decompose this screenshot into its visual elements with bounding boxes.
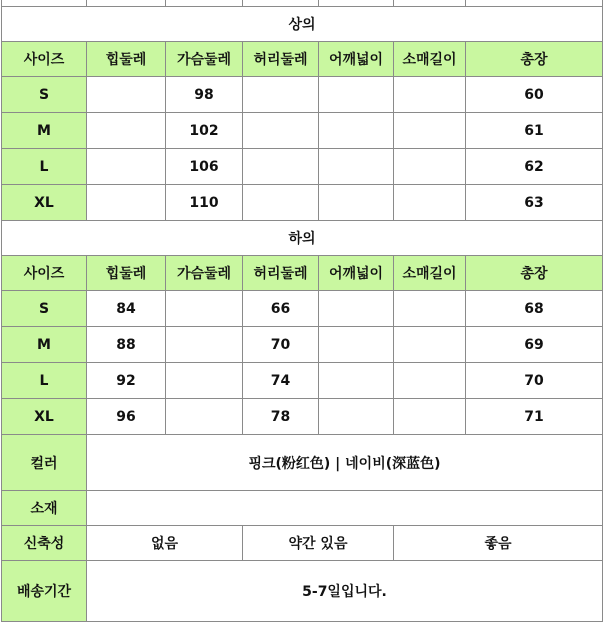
table-cell: 66	[243, 291, 319, 327]
table-cell	[166, 363, 243, 399]
table-cell: 92	[87, 363, 166, 399]
color-row	[2, 435, 603, 491]
header-sleeve: 소매길이	[394, 256, 466, 291]
size-cell: M	[2, 327, 87, 363]
table-cell: 106	[166, 149, 243, 185]
stretch-label: 신축성	[2, 526, 87, 561]
header-chest: 가슴둘레	[166, 256, 243, 291]
table-cell: 102	[166, 113, 243, 149]
top-header-row	[2, 42, 603, 77]
table-cell	[87, 149, 166, 185]
table-row	[2, 363, 603, 399]
size-cell: M	[2, 113, 87, 149]
table-cell	[394, 77, 466, 113]
table-cell: 78	[243, 399, 319, 435]
table-row	[2, 149, 603, 185]
table-cell	[319, 291, 394, 327]
table-cell	[87, 185, 166, 221]
table-row	[2, 113, 603, 149]
bottom-header-row	[2, 256, 603, 291]
table-row	[2, 327, 603, 363]
table-cell	[319, 363, 394, 399]
header-hip: 힙둘레	[87, 256, 166, 291]
size-cell: XL	[2, 185, 87, 221]
table-cell	[319, 399, 394, 435]
table-cell	[87, 113, 166, 149]
table-cell	[243, 77, 319, 113]
bottom-section-title: 하의	[2, 221, 603, 256]
table-cell	[166, 399, 243, 435]
table-cell: 69	[466, 327, 603, 363]
table-cell: 74	[243, 363, 319, 399]
stretch-option-none: 없음	[87, 526, 243, 561]
header-shoulder: 어깨넓이	[319, 42, 394, 77]
table-cell: 110	[166, 185, 243, 221]
stretch-row	[2, 526, 603, 561]
table-cell	[394, 185, 466, 221]
table-cell	[319, 327, 394, 363]
table-cell: 70	[466, 363, 603, 399]
table-cell	[319, 113, 394, 149]
table-cell	[394, 363, 466, 399]
table-cell: 84	[87, 291, 166, 327]
shipping-row	[2, 561, 603, 622]
header-hip: 힙둘레	[87, 42, 166, 77]
header-length: 총장	[466, 256, 603, 291]
size-chart-table	[1, 0, 603, 622]
table-row	[2, 399, 603, 435]
header-chest: 가슴둘레	[166, 42, 243, 77]
table-cell: 62	[466, 149, 603, 185]
header-size: 사이즈	[2, 42, 87, 77]
table-row	[2, 291, 603, 327]
table-cell: 71	[466, 399, 603, 435]
material-label: 소재	[2, 491, 87, 526]
table-cell: 88	[87, 327, 166, 363]
header-size: 사이즈	[2, 256, 87, 291]
size-cell: L	[2, 149, 87, 185]
table-cell: 68	[466, 291, 603, 327]
table-cell	[394, 149, 466, 185]
table-row	[2, 185, 603, 221]
table-cell	[319, 77, 394, 113]
color-label: 컬러	[2, 435, 87, 491]
table-cell	[319, 149, 394, 185]
stretch-option-good: 좋음	[394, 526, 603, 561]
table-cell: 63	[466, 185, 603, 221]
table-cell	[166, 291, 243, 327]
stretch-option-slight: 약간 있음	[243, 526, 394, 561]
header-waist: 허리둘레	[243, 256, 319, 291]
table-cell: 60	[466, 77, 603, 113]
header-shoulder: 어깨넓이	[319, 256, 394, 291]
header-sleeve: 소매길이	[394, 42, 466, 77]
table-cell	[87, 77, 166, 113]
table-cell: 61	[466, 113, 603, 149]
size-cell: L	[2, 363, 87, 399]
table-cell	[243, 149, 319, 185]
material-value	[87, 491, 603, 526]
table-cell	[243, 113, 319, 149]
shipping-label: 배송기간	[2, 561, 87, 622]
header-length: 총장	[466, 42, 603, 77]
color-value: 핑크(粉红色) | 네이비(深蓝色)	[87, 435, 603, 491]
table-cell: 98	[166, 77, 243, 113]
shipping-value: 5-7일입니다.	[87, 561, 603, 622]
table-row	[2, 77, 603, 113]
size-cell: XL	[2, 399, 87, 435]
size-cell: S	[2, 77, 87, 113]
table-cell	[394, 291, 466, 327]
table-cell	[394, 327, 466, 363]
table-cell	[243, 185, 319, 221]
table-cell	[394, 113, 466, 149]
header-waist: 허리둘레	[243, 42, 319, 77]
material-row	[2, 491, 603, 526]
table-cell	[394, 399, 466, 435]
top-section-title: 상의	[2, 7, 603, 42]
table-cell: 70	[243, 327, 319, 363]
table-cell	[319, 185, 394, 221]
size-cell: S	[2, 291, 87, 327]
table-cell	[166, 327, 243, 363]
table-cell: 96	[87, 399, 166, 435]
